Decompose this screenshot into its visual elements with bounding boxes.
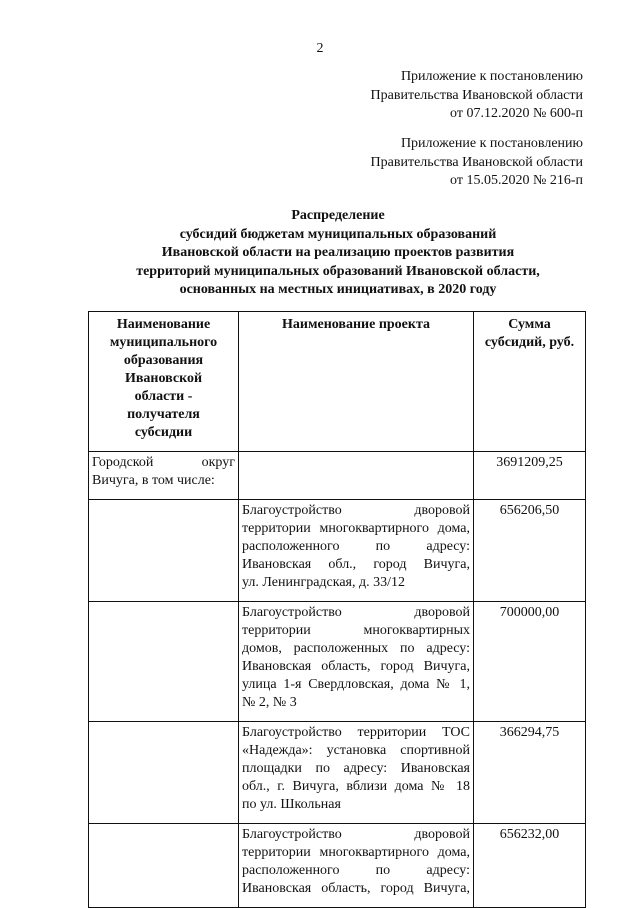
appendix-line: Правительства Ивановской области — [370, 87, 583, 103]
table-row — [89, 500, 586, 602]
header-line: Наименование — [116, 317, 211, 332]
project-line: ул. Ленинградская, д. 33/12 — [242, 575, 406, 590]
appendix-line: Приложение к постановлению — [400, 136, 583, 151]
amount-cell: 3691209,25 — [474, 452, 586, 500]
project-line: Ивановская область, город Вичуга, — [242, 659, 470, 674]
table-row — [89, 824, 586, 908]
table-row — [89, 602, 586, 722]
header-amount — [474, 312, 586, 452]
project-line: улица 1-я Свердловская, дома № 1, — [242, 677, 470, 692]
project-cell — [239, 824, 474, 908]
amount-cell: 656232,00 — [474, 824, 586, 908]
amount-cell: 366294,75 — [474, 722, 586, 824]
municipality-cell — [89, 452, 239, 500]
municipality-cell — [89, 722, 239, 824]
header-municipality — [89, 312, 239, 452]
header-line: субсидий, руб. — [484, 335, 575, 350]
project-line: Ивановская область, город Вичуга, — [242, 881, 470, 896]
title-line: основанных на местных инициативах, в 2020 году — [179, 282, 497, 297]
header-line: субсидии — [134, 425, 193, 440]
appendix-line: Приложение к постановлению — [400, 69, 583, 84]
project-line: Благоустройство территории ТОС — [242, 725, 470, 740]
project-line: территории многоквартирного дома, — [242, 521, 470, 536]
table-row-municipality-total — [89, 452, 586, 500]
appendix-line: от 15.05.2020 № 216-п — [450, 173, 583, 188]
municipality-cell — [89, 602, 239, 722]
amount-cell: 700000,00 — [474, 602, 586, 722]
project-line: «Надежда»: установка спортивной — [242, 743, 470, 758]
project-line: территории многоквартирного дома, — [242, 845, 470, 860]
project-cell — [239, 602, 474, 722]
title-line: территорий муниципальных образований Ивановской области, — [136, 263, 540, 279]
municipality-cell — [89, 824, 239, 908]
project-line: домов, расположенных по адресу: — [242, 641, 470, 656]
project-line: Благоустройство дворовой — [242, 827, 470, 842]
project-line: расположенного по адресу: — [242, 539, 470, 554]
table-header-row — [89, 312, 586, 452]
amount-cell: 656206,50 — [474, 500, 586, 602]
project-cell — [239, 500, 474, 602]
municipality-line: Вичуга, в том числе: — [92, 473, 215, 488]
project-cell — [239, 722, 474, 824]
header-line: Сумма — [508, 317, 551, 332]
project-line: Благоустройство дворовой — [242, 605, 470, 620]
subsidy-table — [88, 311, 586, 908]
project-line: обл., г. Вичуга, вблизи дома № 18 — [242, 779, 470, 794]
document-title — [88, 207, 588, 300]
page-number: 2 — [316, 41, 324, 56]
project-line: площадки по адресу: Ивановская — [242, 761, 470, 776]
project-cell — [239, 452, 474, 500]
header-line: получателя — [127, 407, 200, 422]
table-row — [89, 722, 586, 824]
appendix-line: Правительства Ивановской области — [370, 154, 583, 170]
header-line: Ивановской — [124, 371, 203, 386]
municipality-line: Городской округ — [92, 455, 235, 470]
header-line: муниципального — [109, 335, 218, 350]
project-line: № 2, № 3 — [242, 695, 297, 710]
project-line: Благоустройство дворовой — [242, 503, 470, 518]
title-line: Распределение — [291, 208, 385, 223]
municipality-cell — [89, 500, 239, 602]
project-line: Ивановская обл., город Вичуга, — [242, 557, 470, 572]
project-line: по ул. Школьная — [242, 797, 341, 812]
header-line: образования — [123, 353, 204, 368]
appendix-current-reference — [371, 68, 583, 124]
header-line: области - — [134, 389, 193, 404]
project-line: территории многоквартирных — [242, 623, 470, 638]
project-line: расположенного по адресу: — [242, 863, 470, 878]
appendix-line: от 07.12.2020 № 600-п — [450, 106, 583, 121]
appendix-original-reference — [371, 135, 583, 191]
title-line: Ивановской области на реализацию проектов развития — [161, 245, 515, 260]
header-project: Наименование проекта — [239, 312, 474, 452]
title-line: субсидий бюджетам муниципальных образований — [179, 226, 497, 242]
